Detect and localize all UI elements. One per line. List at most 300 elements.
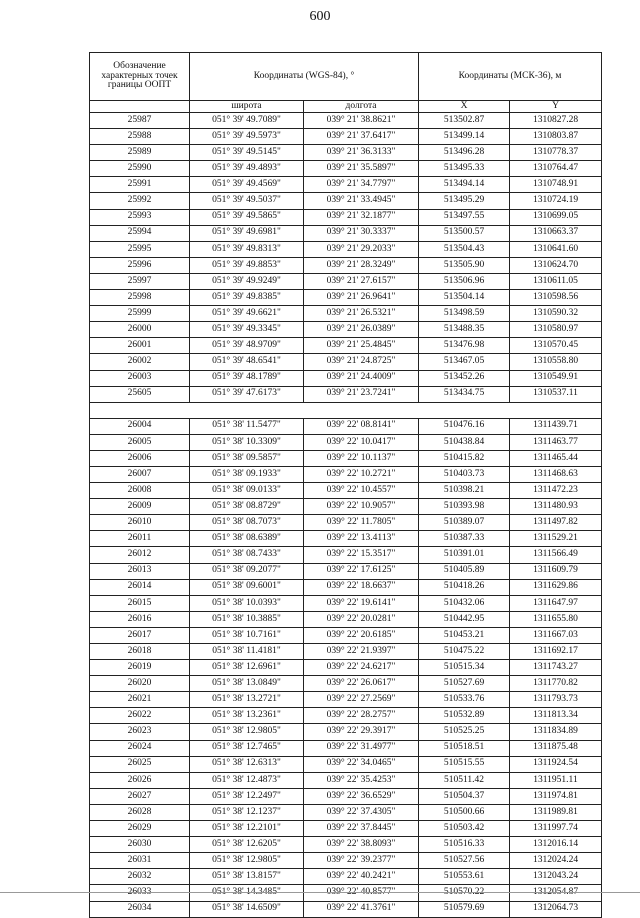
cell-longitude: 039° 21' 30.3337" [304,225,419,241]
cell-x-coordinate: 510387.33 [419,531,510,547]
cell-longitude: 039° 22' 10.1137" [304,450,419,466]
cell-longitude: 039° 22' 15.3517" [304,547,419,563]
header-point-label: Обозначение характерных точек границы ООПТ [90,53,190,101]
coordinates-table-body [90,53,602,918]
cell-point-id: 26033 [90,885,190,901]
table-row [90,483,602,499]
cell-longitude: 039° 21' 27.6157" [304,273,419,289]
cell-x-coordinate: 510515.55 [419,756,510,772]
table-row [90,772,602,788]
cell-x-coordinate: 513497.55 [419,209,510,225]
cell-latitude: 051° 38' 08.6389" [190,531,304,547]
cell-x-coordinate: 510438.84 [419,434,510,450]
cell-point-id: 26032 [90,869,190,885]
cell-longitude: 039° 22' 24.6217" [304,660,419,676]
cell-longitude: 039° 22' 38.8093" [304,837,419,853]
cell-y-coordinate: 1311989.81 [510,804,602,820]
table-row [90,418,602,434]
cell-point-id: 25993 [90,209,190,225]
table-row [90,595,602,611]
cell-x-coordinate: 513488.35 [419,322,510,338]
cell-latitude: 051° 39' 49.8385" [190,290,304,306]
cell-point-id: 26018 [90,644,190,660]
cell-latitude: 051° 38' 13.2721" [190,692,304,708]
cell-point-id: 26008 [90,483,190,499]
cell-latitude: 051° 39' 49.8853" [190,257,304,273]
separator-cell [90,402,602,418]
table-row [90,209,602,225]
subheader-lon: долгота [304,101,419,113]
cell-point-id: 26024 [90,740,190,756]
cell-latitude: 051° 38' 14.6509" [190,901,304,917]
cell-x-coordinate: 513467.05 [419,354,510,370]
cell-latitude: 051° 38' 09.0133" [190,483,304,499]
table-row [90,853,602,869]
cell-latitude: 051° 38' 10.3885" [190,611,304,627]
cell-x-coordinate: 513504.14 [419,290,510,306]
table-row [90,434,602,450]
cell-point-id: 26012 [90,547,190,563]
cell-y-coordinate: 1310724.19 [510,193,602,209]
cell-point-id: 26023 [90,724,190,740]
table-row [90,129,602,145]
cell-point-id: 26031 [90,853,190,869]
cell-y-coordinate: 1311655.80 [510,611,602,627]
cell-x-coordinate: 510525.25 [419,724,510,740]
cell-y-coordinate: 1311468.63 [510,466,602,482]
cell-y-coordinate: 1311529.21 [510,531,602,547]
cell-y-coordinate: 1310748.91 [510,177,602,193]
cell-longitude: 039° 21' 33.4945" [304,193,419,209]
cell-longitude: 039° 22' 08.8141" [304,418,419,434]
cell-point-id: 25990 [90,161,190,177]
cell-y-coordinate: 1310590.32 [510,306,602,322]
table-row [90,708,602,724]
cell-x-coordinate: 513498.59 [419,306,510,322]
table-row [90,611,602,627]
cell-x-coordinate: 510579.69 [419,901,510,917]
cell-x-coordinate: 513434.75 [419,386,510,402]
cell-latitude: 051° 38' 10.7161" [190,627,304,643]
cell-longitude: 039° 22' 29.3917" [304,724,419,740]
cell-point-id: 25992 [90,193,190,209]
table-row [90,322,602,338]
cell-latitude: 051° 38' 12.6313" [190,756,304,772]
cell-latitude: 051° 39' 47.6173" [190,386,304,402]
cell-x-coordinate: 513495.33 [419,161,510,177]
cell-latitude: 051° 39' 49.6981" [190,225,304,241]
cell-latitude: 051° 39' 49.8313" [190,241,304,257]
table-row [90,225,602,241]
cell-point-id: 26014 [90,579,190,595]
cell-x-coordinate: 510403.73 [419,466,510,482]
cell-y-coordinate: 1311439.71 [510,418,602,434]
cell-y-coordinate: 1312054.87 [510,885,602,901]
subheader-x: X [419,101,510,113]
cell-x-coordinate: 513495.29 [419,193,510,209]
cell-latitude: 051° 38' 12.2101" [190,821,304,837]
table-row [90,627,602,643]
table-row [90,788,602,804]
cell-y-coordinate: 1311813.34 [510,708,602,724]
cell-longitude: 039° 22' 21.9397" [304,644,419,660]
cell-point-id: 26006 [90,450,190,466]
cell-latitude: 051° 38' 11.5477" [190,418,304,434]
page-number: 600 [309,9,331,24]
cell-longitude: 039° 22' 40.2421" [304,869,419,885]
cell-x-coordinate: 510453.21 [419,627,510,643]
separator-row [90,402,602,418]
cell-y-coordinate: 1311463.77 [510,434,602,450]
cell-latitude: 051° 38' 09.1933" [190,466,304,482]
cell-latitude: 051° 38' 11.4181" [190,644,304,660]
cell-x-coordinate: 510415.82 [419,450,510,466]
cell-y-coordinate: 1310699.05 [510,209,602,225]
cell-y-coordinate: 1311609.79 [510,563,602,579]
cell-longitude: 039° 22' 37.8445" [304,821,419,837]
cell-point-id: 26021 [90,692,190,708]
cell-y-coordinate: 1311629.86 [510,579,602,595]
subheader-y: Y [510,101,602,113]
cell-point-id: 26010 [90,515,190,531]
cell-x-coordinate: 510432.06 [419,595,510,611]
cell-longitude: 039° 22' 36.6529" [304,788,419,804]
cell-point-id: 25999 [90,306,190,322]
cell-latitude: 051° 39' 49.6621" [190,306,304,322]
cell-longitude: 039° 22' 31.4977" [304,740,419,756]
cell-y-coordinate: 1311951.11 [510,772,602,788]
cell-x-coordinate: 510533.76 [419,692,510,708]
cell-x-coordinate: 510398.21 [419,483,510,499]
cell-point-id: 26022 [90,708,190,724]
cell-y-coordinate: 1310611.05 [510,273,602,289]
cell-longitude: 039° 22' 10.2721" [304,466,419,482]
cell-longitude: 039° 22' 39.2377" [304,853,419,869]
cell-x-coordinate: 510518.51 [419,740,510,756]
cell-longitude: 039° 22' 17.6125" [304,563,419,579]
coordinates-table [89,52,602,918]
cell-latitude: 051° 39' 49.5973" [190,129,304,145]
table-row [90,306,602,322]
cell-x-coordinate: 510515.34 [419,660,510,676]
cell-point-id: 26027 [90,788,190,804]
cell-x-coordinate: 513476.98 [419,338,510,354]
table-row [90,692,602,708]
cell-latitude: 051° 38' 12.1237" [190,804,304,820]
cell-longitude: 039° 22' 20.6185" [304,627,419,643]
cell-x-coordinate: 510503.42 [419,821,510,837]
table-row [90,901,602,917]
table-row [90,756,602,772]
cell-y-coordinate: 1311770.82 [510,676,602,692]
cell-y-coordinate: 1311667.03 [510,627,602,643]
table-row [90,499,602,515]
cell-y-coordinate: 1310803.87 [510,129,602,145]
cell-y-coordinate: 1311793.73 [510,692,602,708]
cell-longitude: 039° 21' 29.2033" [304,241,419,257]
cell-y-coordinate: 1310537.11 [510,386,602,402]
cell-y-coordinate: 1311465.44 [510,450,602,466]
cell-y-coordinate: 1310827.28 [510,113,602,129]
cell-x-coordinate: 510504.37 [419,788,510,804]
cell-point-id: 26003 [90,370,190,386]
cell-x-coordinate: 510532.89 [419,708,510,724]
cell-y-coordinate: 1312043.24 [510,869,602,885]
cell-latitude: 051° 38' 12.6961" [190,660,304,676]
table-row [90,241,602,257]
cell-latitude: 051° 38' 13.2361" [190,708,304,724]
cell-point-id: 26015 [90,595,190,611]
cell-longitude: 039° 21' 38.8621" [304,113,419,129]
cell-x-coordinate: 510500.66 [419,804,510,820]
cell-latitude: 051° 39' 49.4569" [190,177,304,193]
cell-longitude: 039° 21' 24.8725" [304,354,419,370]
cell-point-id: 26013 [90,563,190,579]
cell-point-id: 26017 [90,627,190,643]
cell-longitude: 039° 21' 26.0389" [304,322,419,338]
cell-latitude: 051° 39' 49.5145" [190,145,304,161]
cell-longitude: 039° 22' 28.2757" [304,708,419,724]
cell-latitude: 051° 38' 08.8729" [190,499,304,515]
cell-x-coordinate: 513506.96 [419,273,510,289]
bottom-divider [0,892,640,893]
cell-point-id: 26004 [90,418,190,434]
subheader-row [90,101,602,113]
cell-latitude: 051° 38' 09.2077" [190,563,304,579]
cell-longitude: 039° 22' 26.0617" [304,676,419,692]
cell-longitude: 039° 21' 26.5321" [304,306,419,322]
cell-x-coordinate: 510511.42 [419,772,510,788]
cell-y-coordinate: 1310580.97 [510,322,602,338]
cell-x-coordinate: 513499.14 [419,129,510,145]
table-row [90,290,602,306]
cell-point-id: 25995 [90,241,190,257]
cell-latitude: 051° 38' 12.9805" [190,724,304,740]
table-row [90,531,602,547]
table-row [90,113,602,129]
cell-x-coordinate: 510391.01 [419,547,510,563]
cell-latitude: 051° 39' 49.4893" [190,161,304,177]
cell-longitude: 039° 21' 37.6417" [304,129,419,145]
table-row [90,740,602,756]
table-row [90,804,602,820]
cell-latitude: 051° 38' 08.7433" [190,547,304,563]
cell-latitude: 051° 38' 12.6205" [190,837,304,853]
cell-x-coordinate: 513452.26 [419,370,510,386]
cell-latitude: 051° 39' 49.5037" [190,193,304,209]
cell-latitude: 051° 38' 09.5857" [190,450,304,466]
cell-x-coordinate: 510527.69 [419,676,510,692]
cell-longitude: 039° 21' 26.9641" [304,290,419,306]
cell-point-id: 26028 [90,804,190,820]
cell-longitude: 039° 21' 24.4009" [304,370,419,386]
cell-y-coordinate: 1310624.70 [510,257,602,273]
cell-x-coordinate: 513500.57 [419,225,510,241]
cell-latitude: 051° 38' 08.7073" [190,515,304,531]
cell-point-id: 26002 [90,354,190,370]
subheader-lat: широта [190,101,304,113]
header-wgs-label: Координаты (WGS-84), ° [190,53,419,101]
cell-y-coordinate: 1310558.80 [510,354,602,370]
cell-x-coordinate: 510476.16 [419,418,510,434]
cell-y-coordinate: 1311743.27 [510,660,602,676]
cell-x-coordinate: 510389.07 [419,515,510,531]
cell-longitude: 039° 21' 28.3249" [304,257,419,273]
cell-point-id: 26011 [90,531,190,547]
table-row [90,354,602,370]
cell-latitude: 051° 38' 13.8157" [190,869,304,885]
cell-longitude: 039° 22' 10.0417" [304,434,419,450]
table-row [90,547,602,563]
cell-y-coordinate: 1312064.73 [510,901,602,917]
table-row [90,676,602,692]
cell-point-id: 26009 [90,499,190,515]
table-row [90,644,602,660]
cell-x-coordinate: 510475.22 [419,644,510,660]
cell-x-coordinate: 510570.22 [419,885,510,901]
cell-longitude: 039° 21' 23.7241" [304,386,419,402]
cell-point-id: 25989 [90,145,190,161]
cell-y-coordinate: 1311497.82 [510,515,602,531]
cell-point-id: 26020 [90,676,190,692]
cell-latitude: 051° 38' 13.0849" [190,676,304,692]
table-row [90,370,602,386]
cell-longitude: 039° 21' 36.3133" [304,145,419,161]
cell-latitude: 051° 39' 49.9249" [190,273,304,289]
table-row [90,660,602,676]
cell-longitude: 039° 22' 10.4557" [304,483,419,499]
cell-longitude: 039° 22' 18.6637" [304,579,419,595]
cell-longitude: 039° 22' 41.3761" [304,901,419,917]
cell-point-id: 26029 [90,821,190,837]
header-row [90,53,602,101]
cell-point-id: 26007 [90,466,190,482]
cell-latitude: 051° 39' 49.7089" [190,113,304,129]
cell-point-id: 25997 [90,273,190,289]
cell-point-id: 25994 [90,225,190,241]
table-row [90,145,602,161]
table-row [90,724,602,740]
cell-x-coordinate: 513494.14 [419,177,510,193]
cell-y-coordinate: 1312016.14 [510,837,602,853]
cell-longitude: 039° 21' 34.7797" [304,177,419,193]
cell-longitude: 039° 22' 20.0281" [304,611,419,627]
cell-latitude: 051° 38' 12.2497" [190,788,304,804]
table-row [90,338,602,354]
cell-point-id: 26034 [90,901,190,917]
cell-x-coordinate: 510405.89 [419,563,510,579]
cell-y-coordinate: 1311647.97 [510,595,602,611]
cell-longitude: 039° 22' 37.4305" [304,804,419,820]
cell-y-coordinate: 1311924.54 [510,756,602,772]
cell-latitude: 051° 38' 10.3309" [190,434,304,450]
cell-latitude: 051° 38' 12.4873" [190,772,304,788]
cell-point-id: 25988 [90,129,190,145]
cell-point-id: 25991 [90,177,190,193]
cell-x-coordinate: 513502.87 [419,113,510,129]
cell-x-coordinate: 510418.26 [419,579,510,595]
cell-y-coordinate: 1311974.81 [510,788,602,804]
table-row [90,579,602,595]
cell-y-coordinate: 1310549.91 [510,370,602,386]
cell-latitude: 051° 39' 48.9709" [190,338,304,354]
cell-y-coordinate: 1311875.48 [510,740,602,756]
cell-x-coordinate: 510527.56 [419,853,510,869]
cell-y-coordinate: 1310641.60 [510,241,602,257]
cell-latitude: 051° 39' 49.3345" [190,322,304,338]
cell-y-coordinate: 1311692.17 [510,644,602,660]
cell-y-coordinate: 1310764.47 [510,161,602,177]
cell-point-id: 26019 [90,660,190,676]
cell-longitude: 039° 22' 35.4253" [304,772,419,788]
cell-latitude: 051° 38' 10.0393" [190,595,304,611]
cell-point-id: 26000 [90,322,190,338]
table-row [90,161,602,177]
cell-x-coordinate: 510553.61 [419,869,510,885]
cell-y-coordinate: 1310598.56 [510,290,602,306]
cell-x-coordinate: 510516.33 [419,837,510,853]
cell-x-coordinate: 510442.95 [419,611,510,627]
cell-point-id: 26026 [90,772,190,788]
cell-point-id: 25605 [90,386,190,402]
cell-longitude: 039° 22' 13.4113" [304,531,419,547]
table-row [90,257,602,273]
cell-latitude: 051° 38' 09.6001" [190,579,304,595]
cell-longitude: 039° 21' 32.1877" [304,209,419,225]
cell-point-id: 26016 [90,611,190,627]
cell-latitude: 051° 39' 49.5865" [190,209,304,225]
cell-y-coordinate: 1311566.49 [510,547,602,563]
cell-point-id: 25996 [90,257,190,273]
table-row [90,193,602,209]
cell-x-coordinate: 513496.28 [419,145,510,161]
cell-longitude: 039° 21' 25.4845" [304,338,419,354]
table-row [90,450,602,466]
cell-longitude: 039° 22' 19.6141" [304,595,419,611]
cell-longitude: 039° 22' 27.2569" [304,692,419,708]
table-row [90,386,602,402]
cell-y-coordinate: 1310570.45 [510,338,602,354]
cell-y-coordinate: 1311834.89 [510,724,602,740]
cell-latitude: 051° 39' 48.1789" [190,370,304,386]
cell-longitude: 039° 21' 35.5897" [304,161,419,177]
cell-latitude: 051° 38' 12.9805" [190,853,304,869]
cell-y-coordinate: 1310663.37 [510,225,602,241]
cell-longitude: 039° 22' 10.9057" [304,499,419,515]
cell-x-coordinate: 513504.43 [419,241,510,257]
cell-latitude: 051° 39' 48.6541" [190,354,304,370]
cell-longitude: 039° 22' 40.8577" [304,885,419,901]
cell-latitude: 051° 38' 14.3485" [190,885,304,901]
cell-y-coordinate: 1311472.23 [510,483,602,499]
table-row [90,837,602,853]
cell-point-id: 25987 [90,113,190,129]
table-row [90,563,602,579]
subheader-empty [90,101,190,113]
table-row [90,466,602,482]
table-row [90,821,602,837]
cell-longitude: 039° 22' 34.0465" [304,756,419,772]
cell-point-id: 26030 [90,837,190,853]
cell-point-id: 26001 [90,338,190,354]
cell-latitude: 051° 38' 12.7465" [190,740,304,756]
cell-point-id: 26005 [90,434,190,450]
cell-x-coordinate: 510393.98 [419,499,510,515]
cell-y-coordinate: 1310778.37 [510,145,602,161]
cell-y-coordinate: 1311480.93 [510,499,602,515]
cell-longitude: 039° 22' 11.7805" [304,515,419,531]
table-row [90,273,602,289]
